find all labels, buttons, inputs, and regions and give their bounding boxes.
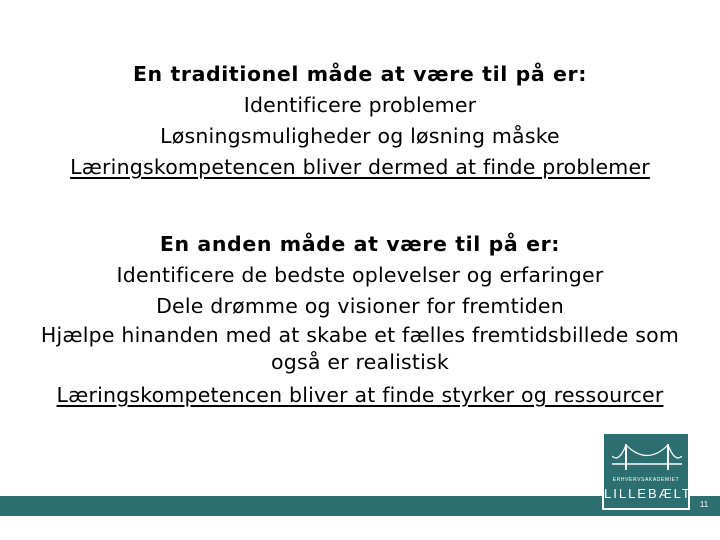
logo bbox=[602, 432, 690, 510]
line-learning-competence-problems: Læringskompetencen bliver dermed at finde problemer bbox=[70, 155, 650, 179]
line-learning-competence-strengths: Læringskompetencen bliver at finde styrker og ressourcer bbox=[56, 383, 664, 407]
logo-small-text: ERHVERVSAKADEMIET bbox=[612, 477, 680, 483]
page-number: 11 bbox=[699, 500, 709, 509]
line-identify-problems: Identificere problemer bbox=[243, 93, 477, 117]
line-help-each-other: Hjælpe hinanden med at skabe et fælles fremtidsbillede som også er realistisk bbox=[40, 323, 680, 374]
line-identify-best: Identificere de bedste oplevelser og erfaringer bbox=[116, 263, 604, 287]
line-share-dreams: Dele drømme og visioner for fremtiden bbox=[156, 294, 564, 318]
line-solutions: Løsningsmuligheder og løsning måske bbox=[160, 124, 560, 148]
heading-traditional: En traditionel måde at være til på er: bbox=[132, 62, 588, 86]
text-block-traditional bbox=[20, 59, 700, 183]
heading-alternative: En anden måde at være til på er: bbox=[159, 232, 561, 256]
logo-big-text: LILLEBÆLT bbox=[604, 486, 692, 501]
text-block-alternative bbox=[20, 229, 700, 411]
bridge-icon bbox=[612, 442, 682, 472]
